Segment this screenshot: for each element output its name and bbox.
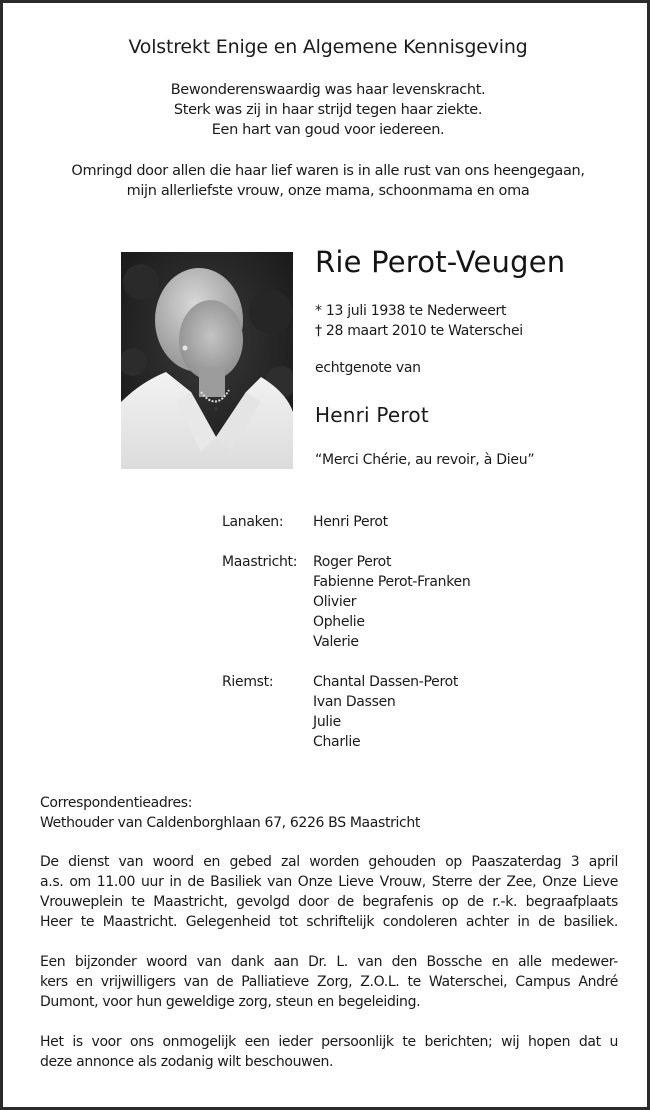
- family-member: Charlie: [313, 734, 361, 750]
- intro-line: mijn allerliefste vrouw, onze mama, schoonmama en oma: [126, 183, 530, 199]
- spouse-label: echtgenote van: [315, 360, 421, 376]
- verse-line: Bewonderenswaardig was haar levenskracht.: [170, 82, 486, 98]
- correspondence-label: Correspondentieadres:: [40, 795, 193, 811]
- family-names: [313, 512, 388, 532]
- announcement-intro: [3, 161, 650, 201]
- service-line: Heer te Maastricht. Gelegenheid tot schriftelijk condoleren achter in de basiliek.: [40, 914, 618, 930]
- service-details: [40, 852, 618, 932]
- family-place: Lanaken:: [222, 514, 284, 530]
- closing-note: [40, 1032, 618, 1072]
- birth-date: * 13 juli 1938 te Nederweert: [315, 303, 507, 319]
- thanks-line: Dumont, voor hun geweldige zorg, steun en begeleiding.: [40, 994, 421, 1010]
- family-member: Ophelie: [313, 614, 365, 630]
- service-line: a.s. om 11.00 uur in de Basiliek van Onze Lieve Vrouw, Sterre der Zee, Onze Lieve: [40, 874, 618, 890]
- closing-line: deze annonce als zodanig wilt beschouwen.: [40, 1054, 334, 1070]
- verse-line: Sterk was zij in haar strijd tegen haar ziekte.: [173, 102, 483, 118]
- family-names: [313, 552, 470, 652]
- service-line: Vrouweplein te Maastricht, gevolgd door de begrafenis op de r.-k. begraafplaats: [40, 894, 618, 910]
- life-dates: [315, 301, 523, 341]
- family-member: Valerie: [313, 634, 359, 650]
- family-member: Julie: [313, 714, 341, 730]
- closing-line: Het is voor ons onmogelijk een ieder persoonlijk te berichten; wij hopen dat u: [40, 1034, 618, 1050]
- family-names: [313, 672, 458, 752]
- thanks-message: [40, 952, 618, 1012]
- family-member: Henri Perot: [313, 514, 388, 530]
- address-line: Wethouder van Caldenborghlaan 67, 6226 BS Maastricht: [40, 815, 421, 831]
- death-date: † 28 maart 2010 te Waterschei: [315, 323, 523, 339]
- family-member: Fabienne Perot-Franken: [313, 574, 471, 590]
- thanks-line: Een bijzonder woord van dank aan Dr. L. van den Bossche en alle medewer-: [40, 954, 618, 970]
- family-member: Olivier: [313, 594, 357, 610]
- portrait-photo: [121, 252, 293, 469]
- memorial-verse: [3, 80, 650, 140]
- farewell-motto: “Merci Chérie, au revoir, à Dieu”: [315, 452, 535, 468]
- family-member: Ivan Dassen: [313, 694, 396, 710]
- notice-heading: Volstrekt Enige en Algemene Kennisgeving: [128, 36, 528, 58]
- intro-line: Omringd door allen die haar lief waren is in alle rust van ons heengegaan,: [71, 163, 585, 179]
- family-place: Riemst:: [222, 674, 274, 690]
- spouse-name: Henri Perot: [315, 403, 429, 427]
- correspondence-address: [40, 793, 618, 833]
- deceased-name: Rie Perot-Veugen: [315, 245, 566, 279]
- family-place: Maastricht:: [222, 554, 298, 570]
- family-member: Roger Perot: [313, 554, 392, 570]
- portrait-image: [121, 252, 293, 469]
- verse-line: Een hart van goud voor iedereen.: [211, 122, 445, 138]
- thanks-line: kers en vrijwilligers van de Palliatieve Zorg, Z.O.L. te Waterschei, Campus André: [40, 974, 618, 990]
- service-line: De dienst van woord en gebed zal worden gehouden op Paaszaterdag 3 april: [40, 854, 618, 870]
- family-member: Chantal Dassen-Perot: [313, 674, 459, 690]
